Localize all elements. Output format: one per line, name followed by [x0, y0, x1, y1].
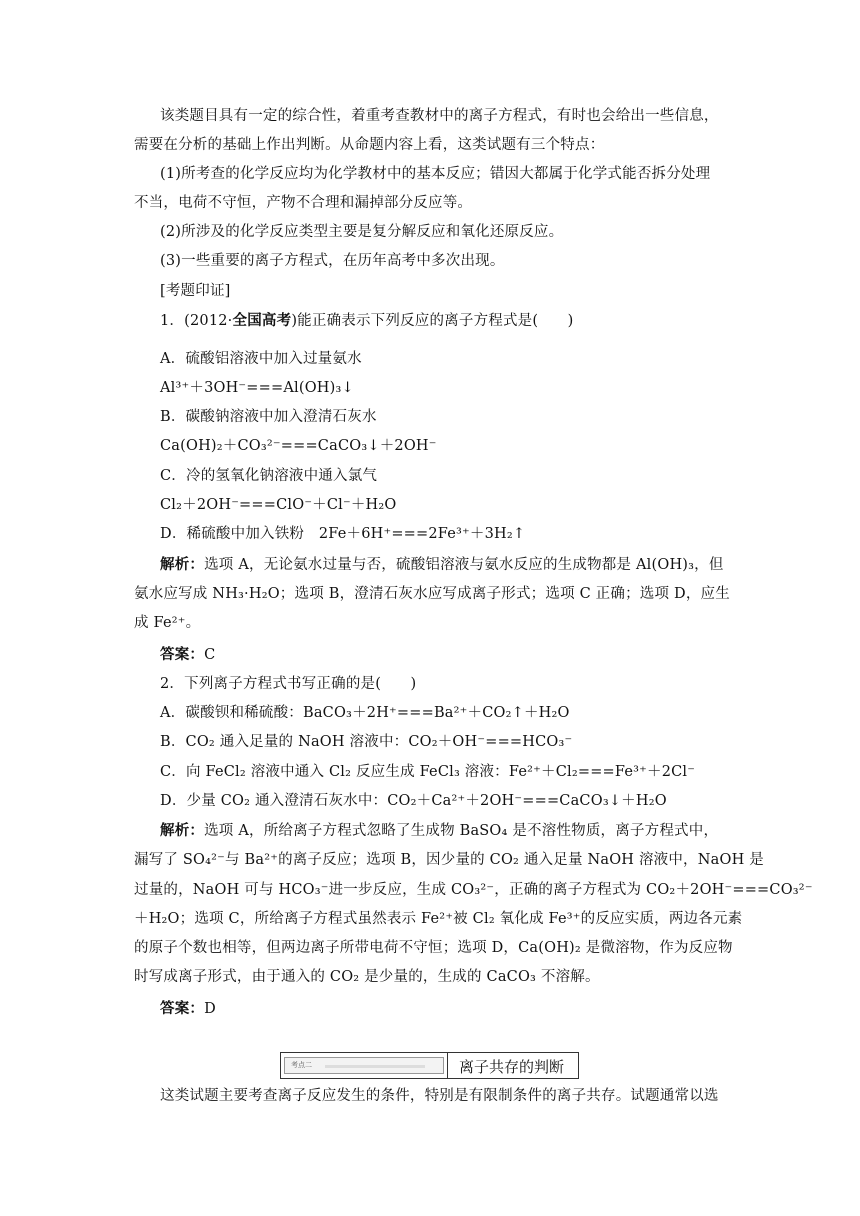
q1-option-a: A．硫酸铝溶液中加入过量氨水 [160, 351, 362, 367]
q2-analysis-text-1: 选项 A，所给离子方程式忽略了生成物 BaSO₄ 是不溶性物质，离子方程式中， [204, 823, 719, 839]
q1-stem-pre: 1．(2012· [160, 313, 233, 329]
q1-stem-post: )能正确表示下列反应的离子方程式是( ) [291, 313, 574, 329]
q1-stem [160, 311, 573, 331]
feature-2: (2)所涉及的化学反应类型主要是复分解反应和氧化还原反应。 [160, 224, 564, 240]
topic-tag-decoration [325, 1065, 425, 1068]
q1-option-d: D．稀硫酸中加入铁粉 2Fe＋6H⁺===2Fe³⁺＋3H₂↑ [160, 526, 526, 542]
feature-3: (3)一些重要的离子方程式，在历年高考中多次出现。 [160, 253, 505, 269]
q1-answer-value: C [204, 647, 216, 663]
topic-tag: 考点二 [291, 1061, 312, 1069]
q2-option-b: B．CO₂ 通入足量的 NaOH 溶液中：CO₂＋OH⁻===HCO₃⁻ [160, 734, 573, 750]
q1-stem-source: 全国高考 [232, 312, 292, 329]
q1-equation-c: Cl₂＋2OH⁻===ClO⁻＋Cl⁻＋H₂O [160, 497, 397, 513]
q2-stem: 2．下列离子方程式书写正确的是( ) [160, 676, 417, 692]
final-paragraph-line: 这类试题主要考查离子反应发生的条件，特别是有限制条件的离子共存。试题通常以选 [160, 1088, 719, 1104]
q1-analysis-text-1: 选项 A，无论氨水过量与否，硫酸铝溶液与氨水反应的生成物都是 Al(OH)₃，但 [204, 557, 724, 573]
q1-analysis-line-1 [160, 555, 724, 575]
q1-option-c: C．冷的氢氧化钠溶液中通入氯气 [160, 468, 378, 484]
q2-analysis-line-6: 时写成离子形式，由于通入的 CO₂ 是少量的，生成的 CaCO₃ 不溶解。 [134, 969, 600, 985]
q2-answer-label: 答案： [160, 1000, 205, 1017]
topic-box-divider [447, 1053, 448, 1078]
q2-analysis-line-5: 的原子个数也相等，但两边离子所带电荷不守恒；选项 D，Ca(OH)₂ 是微溶物，作为反应物 [134, 940, 733, 956]
topic-tag-banner [284, 1057, 444, 1074]
intro-paragraph-line-1: 该类题目具有一定的综合性，着重考查教材中的离子方程式，有时也会给出一些信息， [160, 108, 719, 124]
q2-answer [160, 999, 216, 1019]
topic-header-box [280, 1052, 579, 1079]
q2-option-c: C．向 FeCl₂ 溶液中通入 Cl₂ 反应生成 FeCl₃ 溶液：Fe²⁺＋Cl₂===Fe³⁺＋2Cl⁻ [160, 764, 696, 780]
q2-option-a: A．碳酸钡和稀硫酸：BaCO₃＋2H⁺===Ba²⁺＋CO₂↑＋H₂O [160, 705, 570, 721]
q1-equation-b: Ca(OH)₂＋CO₃²⁻===CaCO₃↓＋2OH⁻ [160, 438, 437, 454]
section-label: [考题印证] [160, 283, 231, 299]
q2-analysis-line-1 [160, 821, 718, 841]
q2-option-d: D．少量 CO₂ 通入澄清石灰水中：CO₂＋Ca²⁺＋2OH⁻===CaCO₃↓＋H₂O [160, 793, 667, 809]
q2-analysis-line-3: 过量的，NaOH 可与 HCO₃⁻进一步反应，生成 CO₃²⁻，正确的离子方程式为 CO₂＋2OH⁻===CO₃²⁻ [134, 882, 813, 898]
q1-answer [160, 645, 215, 665]
topic-title: 离子共存的判断 [459, 1058, 565, 1076]
q1-analysis-label: 解析： [160, 556, 205, 573]
feature-1-line-2: 不当，电荷不守恒，产物不合理和漏掉部分反应等。 [134, 195, 473, 211]
q2-analysis-label: 解析： [160, 822, 205, 839]
q2-answer-value: D [204, 1001, 216, 1017]
q1-answer-label: 答案： [160, 646, 205, 663]
q1-analysis-line-2: 氨水应写成 NH₃·H₂O；选项 B，澄清石灰水应写成离子形式；选项 C 正确；选项 D，应生 [134, 586, 730, 602]
q2-analysis-line-4: ＋H₂O；选项 C，所给离子方程式虽然表示 Fe²⁺被 Cl₂ 氧化成 Fe³⁺的反应实质，两边各元素 [134, 911, 743, 927]
q1-equation-a: Al³⁺＋3OH⁻===Al(OH)₃↓ [160, 380, 354, 396]
intro-paragraph-line-2: 需要在分析的基础上作出判断。从命题内容上看，这类试题有三个特点： [134, 137, 605, 153]
feature-1-line-1: (1)所考查的化学反应均为化学教材中的基本反应；错因大都属于化学式能否拆分处理 [160, 166, 711, 182]
q2-analysis-line-2: 漏写了 SO₄²⁻与 Ba²⁺的离子反应；选项 B，因少量的 CO₂ 通入足量 NaOH 溶液中，NaOH 是 [134, 852, 764, 868]
q1-analysis-line-3: 成 Fe²⁺。 [134, 615, 201, 631]
q1-option-b: B．碳酸钠溶液中加入澄清石灰水 [160, 409, 377, 425]
